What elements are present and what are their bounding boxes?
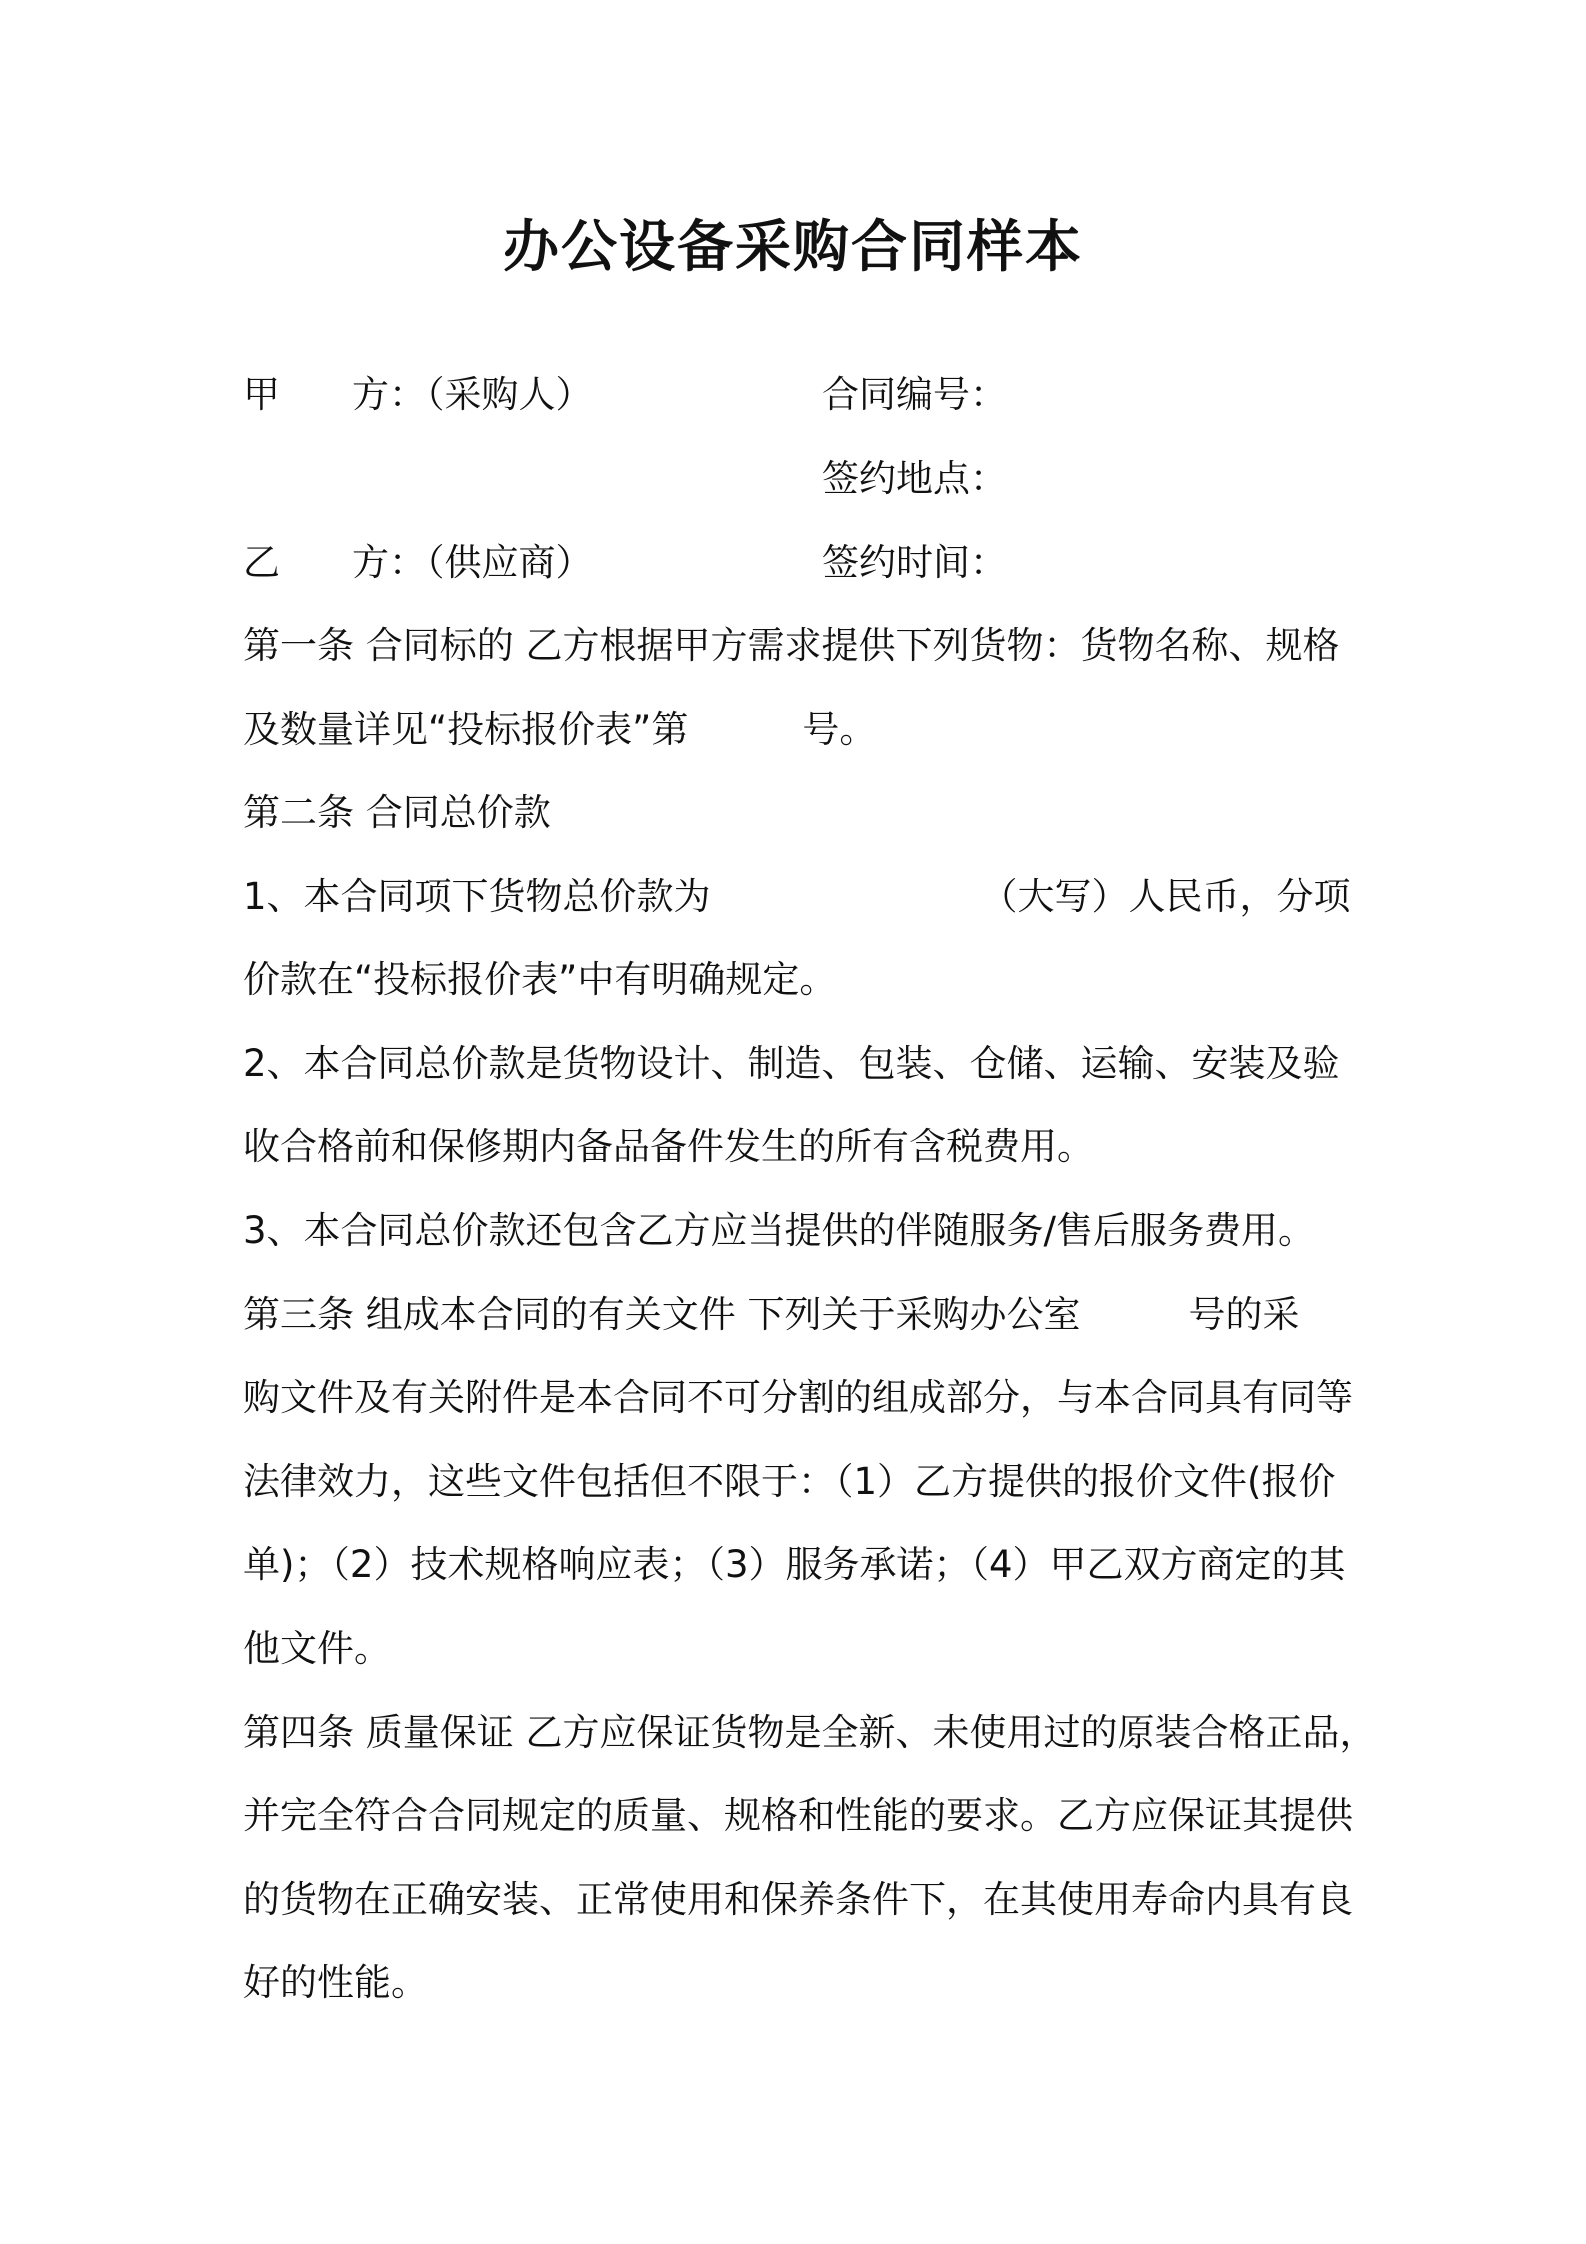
sign-place-label: 签约地点：	[822, 457, 1007, 500]
party-b-label: 乙	[243, 541, 280, 584]
party-a-label: 甲	[243, 373, 280, 416]
article-3-line-4: 单)；（2）技术规格响应表；（3）服务承诺；（4）甲乙双方商定的其	[243, 1543, 1346, 1586]
article-2-item-3: 3、本合同总价款还包含乙方应当提供的伴随服务/售后服务费用。	[243, 1209, 1316, 1252]
article-2-heading: 第二条 合同总价款	[243, 791, 551, 834]
article-2-item-2-line-2: 收合格前和保修期内备品备件发生的所有含税费用。	[243, 1125, 1094, 1168]
article-2-item-1-line-1	[243, 872, 1353, 922]
article-3-line-5: 他文件。	[243, 1627, 391, 1670]
article-2-item-2-line-1: 2、本合同总价款是货物设计、制造、包装、仓储、运输、安装及验	[243, 1042, 1340, 1085]
article-4-line-4: 好的性能。	[243, 1961, 428, 2004]
document-title: 办公设备采购合同样本	[503, 215, 1083, 280]
article-1-line-2	[243, 705, 1353, 755]
article-1-line-1: 第一条 合同标的 乙方根据甲方需求提供下列货物：货物名称、规格	[243, 624, 1340, 667]
contract-number-label: 合同编号：	[822, 373, 1007, 416]
article-3-line-2: 购文件及有关附件是本合同不可分割的组成部分，与本合同具有同等	[243, 1376, 1353, 1419]
party-a-role: 方：（采购人）	[352, 373, 593, 416]
article-2-item-1-text: 1、本合同项下货物总价款为	[243, 875, 711, 918]
article-3-line-1	[243, 1290, 1353, 1340]
sign-time-label: 签约时间：	[822, 541, 1007, 584]
party-b-role: 方：（供应商）	[352, 541, 593, 584]
article-1-line-2-end: 号。	[802, 708, 877, 751]
article-1-line-2-text: 及数量详见“投标报价表”第	[243, 708, 689, 751]
article-2-item-1-end: （大写）人民币，分项	[980, 875, 1351, 918]
article-4-line-1: 第四条 质量保证 乙方应保证货物是全新、未使用过的原装合格正品，	[243, 1711, 1377, 1754]
article-3-line-1-text: 第三条 组成本合同的有关文件 下列关于采购办公室	[243, 1293, 1081, 1336]
article-4-line-2: 并完全符合合同规定的质量、规格和性能的要求。乙方应保证其提供	[243, 1794, 1353, 1837]
article-4-line-3: 的货物在正确安装、正常使用和保养条件下，在其使用寿命内具有良	[243, 1878, 1353, 1921]
article-3-line-1-end: 号的采	[1188, 1293, 1300, 1336]
article-3-line-3: 法律效力，这些文件包括但不限于：（1）乙方提供的报价文件(报价	[243, 1460, 1336, 1503]
article-2-item-1-line-2: 价款在“投标报价表”中有明确规定。	[243, 958, 837, 1001]
